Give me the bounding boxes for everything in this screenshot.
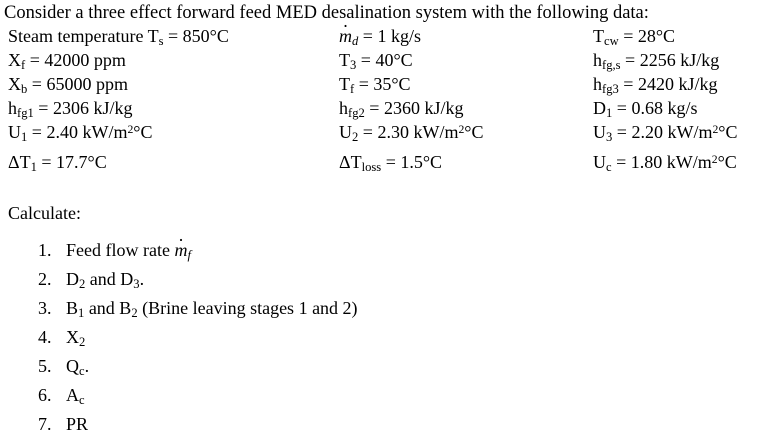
temperature-difference-1: $\Delta T_1 = 17.7^\circ C$ [8,152,107,175]
condenser-coefficient: $U_c = 1.80$ $kW/m^2^\circ C$ [593,152,737,175]
list-item: 4. $X_2$ [38,327,86,350]
feed-salinity: $X_f = 42000$ ppm [8,50,126,73]
problem-statement: Consider a three effect forward feed MED desalination system with the following data: [4,3,649,23]
calculate-heading: Calculate: [8,203,81,223]
latent-heat-1: $h_{fg1} = 2306$ kJ/kg [8,98,133,121]
heat-transfer-coefficient-1: $U_1 = 2.40$ $kW/m^2^\circ C$ [8,122,153,145]
data-row [0,26,780,48]
data-row [0,152,780,174]
list-item: 2. $D_2$ and $D_3$. [38,269,145,292]
heat-transfer-coefficient-2: $U_2 = 2.30$ $kW/m^2^\circ C$ [339,122,484,145]
data-row [0,50,780,72]
data-row [0,74,780,96]
brine-salinity: $X_b = 65000$ ppm [8,74,128,97]
latent-heat-3: $h_{fg3} = 2420$ kJ/kg [593,74,718,97]
distillate-flow: · $m_d = 1$ kg/s [339,26,421,49]
latent-heat-2: $h_{fg2} = 2360$ kJ/kg [339,98,464,121]
list-item: 3. $B_1$ and $B_2$ (Brine leaving stages 1 and 2) [38,298,358,321]
list-item: 5. $Q_c$. [38,356,90,379]
list-item: 7. PR [38,414,89,434]
heat-transfer-coefficient-3: $U_3 = 2.20$ $kW/m^2^\circ C$ [593,122,738,145]
list-item: 6. $A_c$ [38,385,85,408]
steam-temperature: Steam temperature $T_s = 850^\circ C$ [8,26,229,49]
cooling-water-temperature: $T_{cw} = 28^\circ C$ [593,26,676,49]
feed-temperature: $T_f = 35^\circ C$ [339,74,411,97]
data-row [0,122,780,144]
distillate-1: $D_1 = 0.68$ kg/s [593,98,698,121]
list-item: 1. Feed flow rate · $m_f$ [38,236,358,265]
steam-latent-heat: $h_{fg,s} = 2256$ kJ/kg [593,50,720,73]
question-list [38,236,358,439]
temperature-loss: $\Delta T_{loss} = 1.5^\circ C$ [339,152,443,175]
data-row [0,98,780,120]
effect-3-temperature: $T_3 = 40^\circ C$ [339,50,413,73]
